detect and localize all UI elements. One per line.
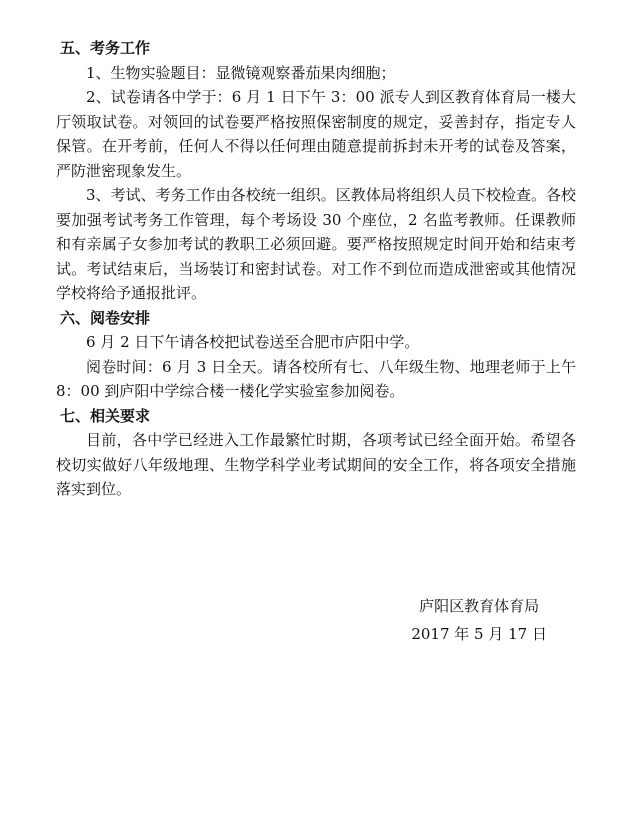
paragraph: 6 月 2 日下午请各校把试卷送至合肥市庐阳中学。 <box>86 333 420 351</box>
signature-block <box>411 592 547 648</box>
section-marking-arrangement <box>56 306 576 404</box>
issue-date: 2017 年 5 月 17 日 <box>411 625 547 643</box>
paragraph: 目前，各中学已经进入工作最繁忙时期，各项考试已经全面开始。希望各校切实做好八年级地理、生物学科学业考试期间的安全工作，将各项安全措施落实到位。 <box>56 431 576 498</box>
section-exam-affairs <box>56 36 576 306</box>
paragraph: 3、考试、考务工作由各校统一组织。区教体局将组织人员下校检查。各校要加强考试考务工作管理，每个考场设 30 个座位，2 名监考教师。任课教师和有亲属子女参加考试的教职工必须回避。要严格按照规定时间开始和结束考试。考试结束后，当场装订和密封试卷。对工作不到位而造成泄密或其他情况学校将给予通报批评。 <box>56 186 576 302</box>
paragraph: 2、试卷请各中学于：6 月 1 日下午 3：00 派专人到区教育体育局一楼大厅领取试卷。对领回的试卷要严格按照保密制度的规定，妥善封存，指定专人保管。在开考前，任何人不得以任何理由随意提前拆封未开考的试卷及答案，严防泄密现象发生。 <box>56 88 576 180</box>
section-heading: 六、阅卷安排 <box>60 308 151 327</box>
document-body <box>56 36 576 502</box>
section-heading: 五、考务工作 <box>60 39 151 57</box>
section-heading: 七、相关要求 <box>60 406 151 425</box>
section-requirements <box>56 404 576 502</box>
paragraph: 阅卷时间：6 月 3 日全天。请各校所有七、八年级生物、地理老师于上午 8：00 到庐阳中学综合楼一楼化学实验室参加阅卷。 <box>56 357 576 400</box>
paragraph: 1、生物实验题目：显微镜观察番茄果肉细胞； <box>86 63 396 82</box>
issuing-organization: 庐阳区教育体育局 <box>419 597 540 615</box>
